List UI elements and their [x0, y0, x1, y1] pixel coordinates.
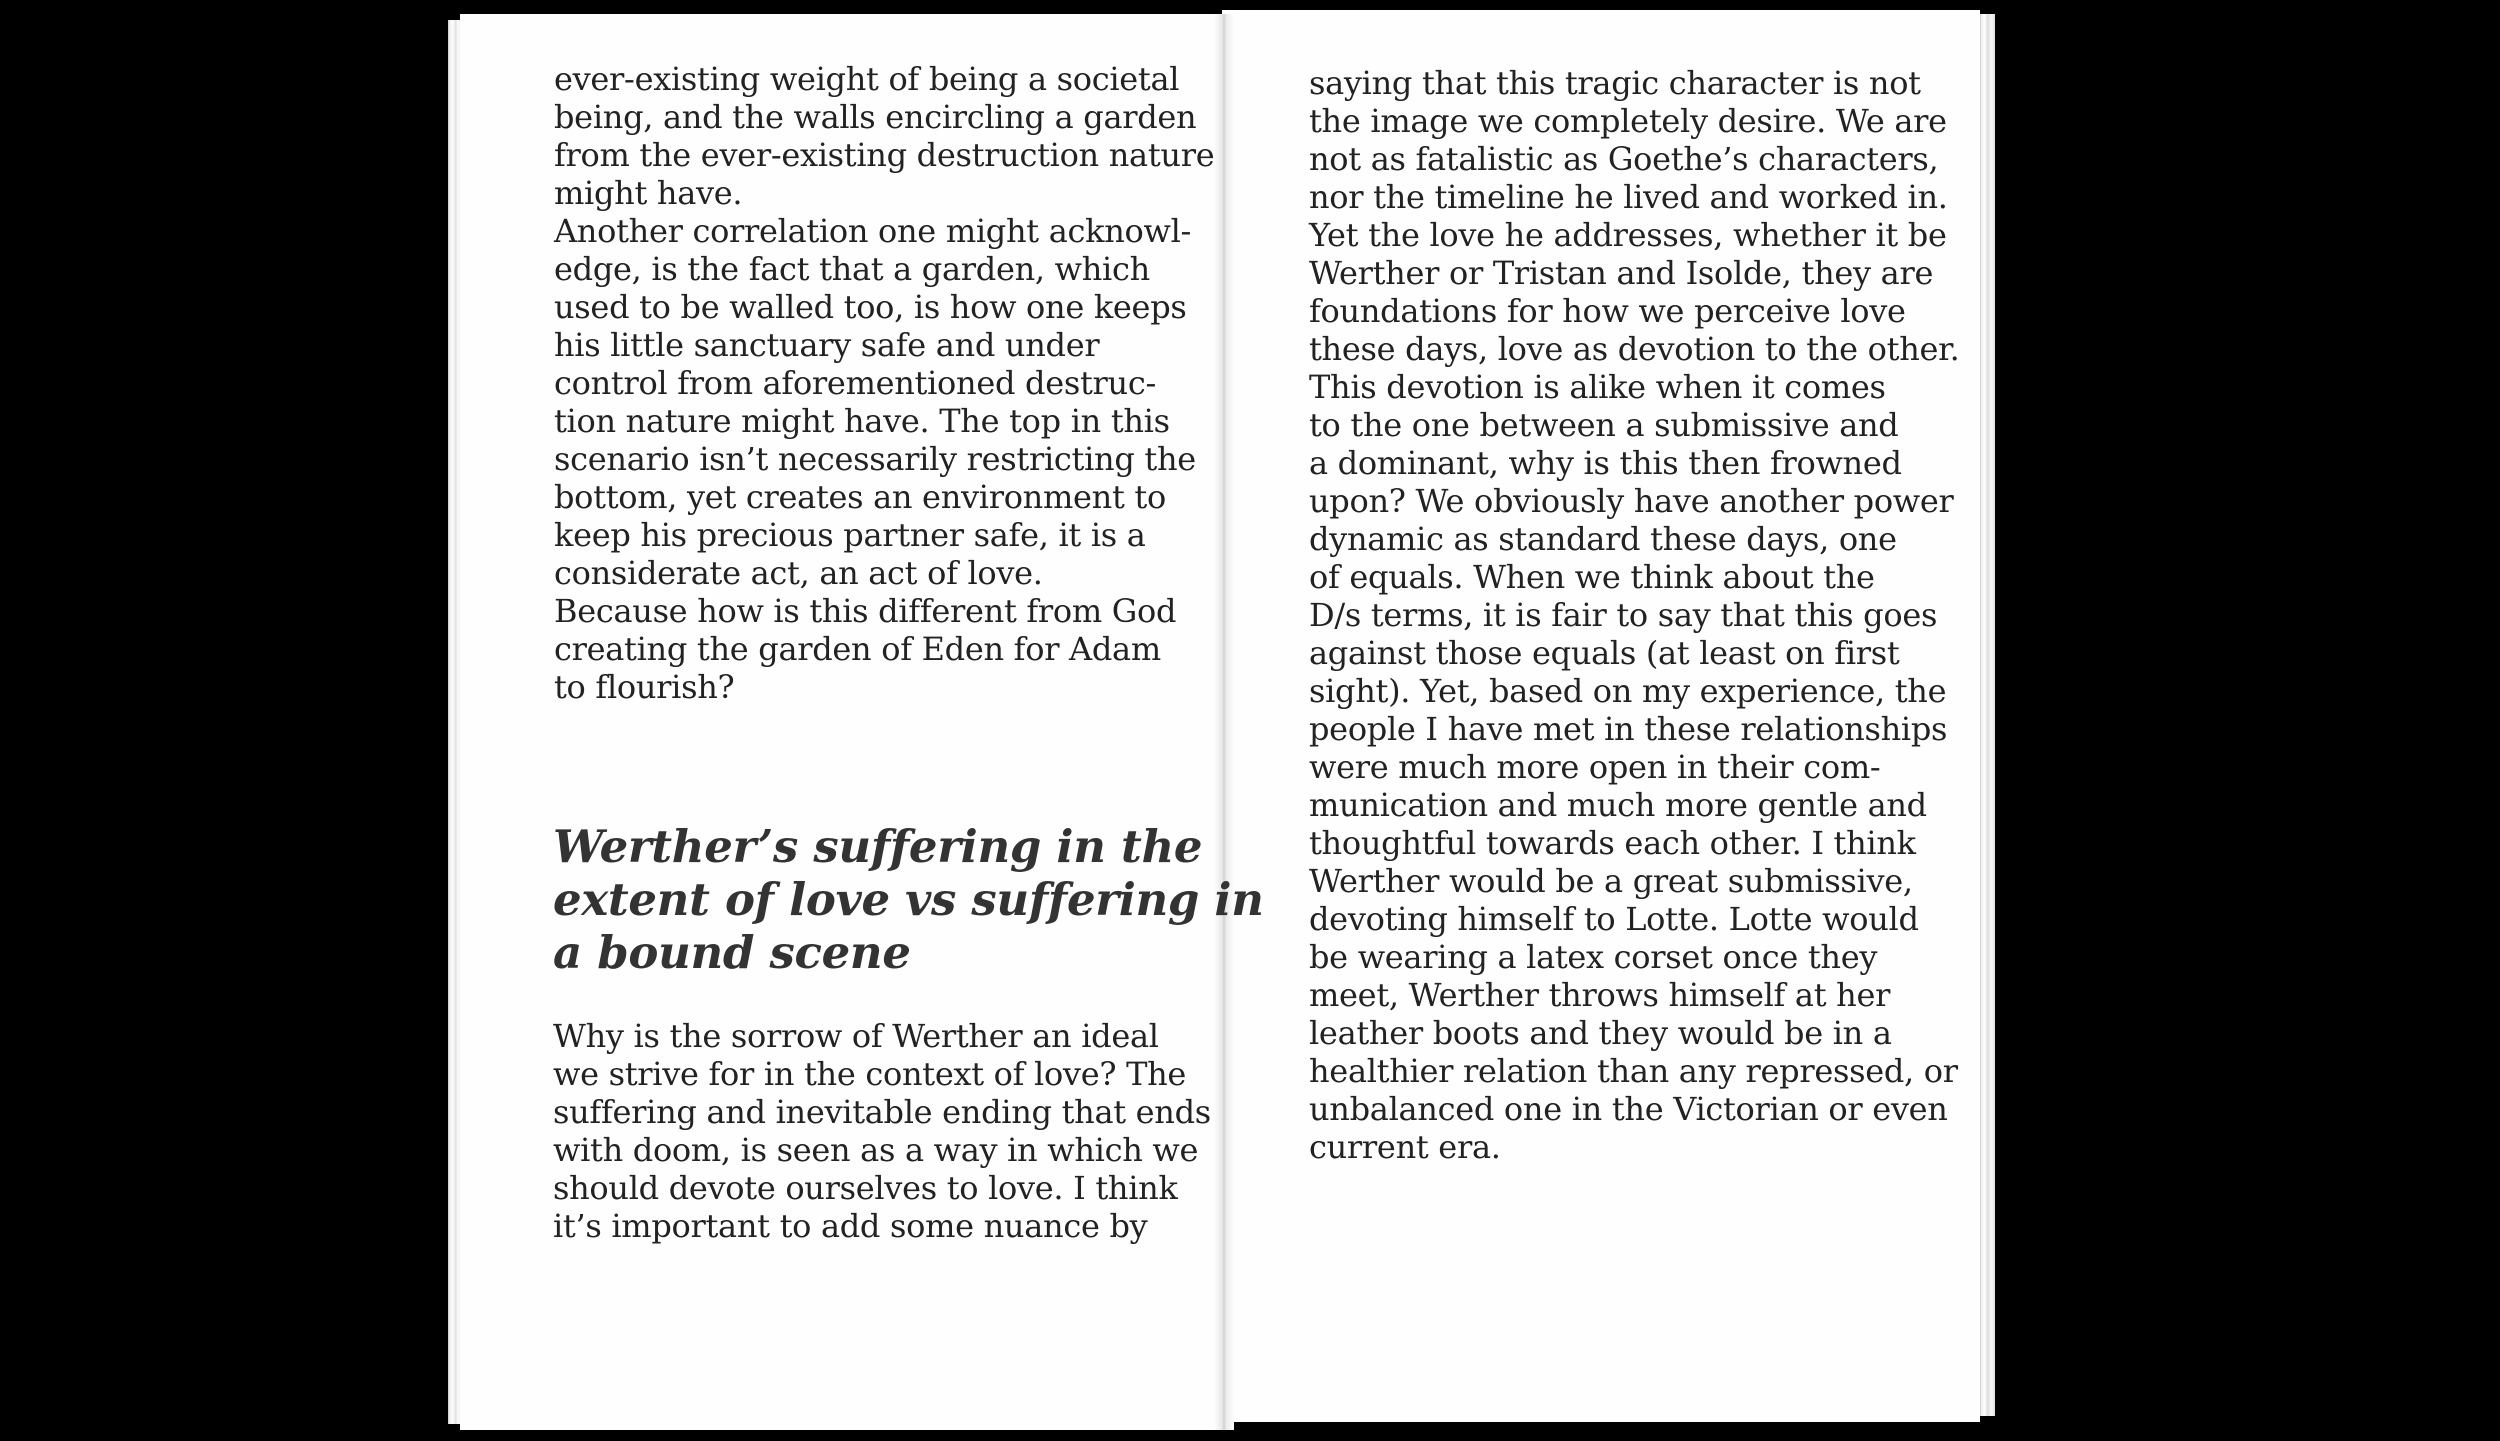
- left-paragraph-1: ever-existing weight of being a societal being, and the walls encircling a garden from the ever-existing destruction nature might have. Another correlation one might acknowl- edge, is the fact that a garden, which used to be walled too, is how one keeps his little sanctuary safe and under control from aforementioned destruc- tion nature might have. The top in this scenario isn’t necessarily restricting the bottom, yet creates an environment to keep his precious partner safe, it is a considerate act, an act of love. Because how is this different from God creating the garden of Eden for Adam to flourish?: [554, 60, 1215, 706]
- section-heading: Werther’s suffering in the extent of love vs suffering in a bound scene: [553, 820, 1264, 979]
- book-gutter: [1214, 14, 1234, 1430]
- left-paragraph-2: Why is the sorrow of Werther an ideal we strive for in the context of love? The suffering and inevitable ending that ends with doom, is seen as a way in which we should devote ourselves to love. I think it’s important to add some nuance by: [553, 1017, 1211, 1245]
- right-page-edges: [1980, 14, 1995, 1416]
- right-paragraph: saying that this tragic character is not the image we completely desire. We are not as fatalistic as Goethe’s characters, nor the timeline he lived and worked in. Yet the love he addresses, whether it be Werther or Tristan and Isolde, they are foundations for how we perceive love these days, love as devotion to the other. This devotion is alike when it comes to the one between a submissive and a dominant, why is this then frowned upon? We obviously have another power dynamic as standard these days, one of equals. When we think about the D/s terms, it is fair to say that this goes against those equals (at least on first sight). Yet, based on my experience, the people I have met in these relationships were much more open in their com- munication and much more gentle and thoughtful towards each other. I think Werther would be a great submissive, devoting himself to Lotte. Lotte would be wearing a latex corset once they meet, Werther throws himself at her leather boots and they would be in a healthier relation than any repressed, or unbalanced one in the Victorian or even current era.: [1309, 64, 1960, 1166]
